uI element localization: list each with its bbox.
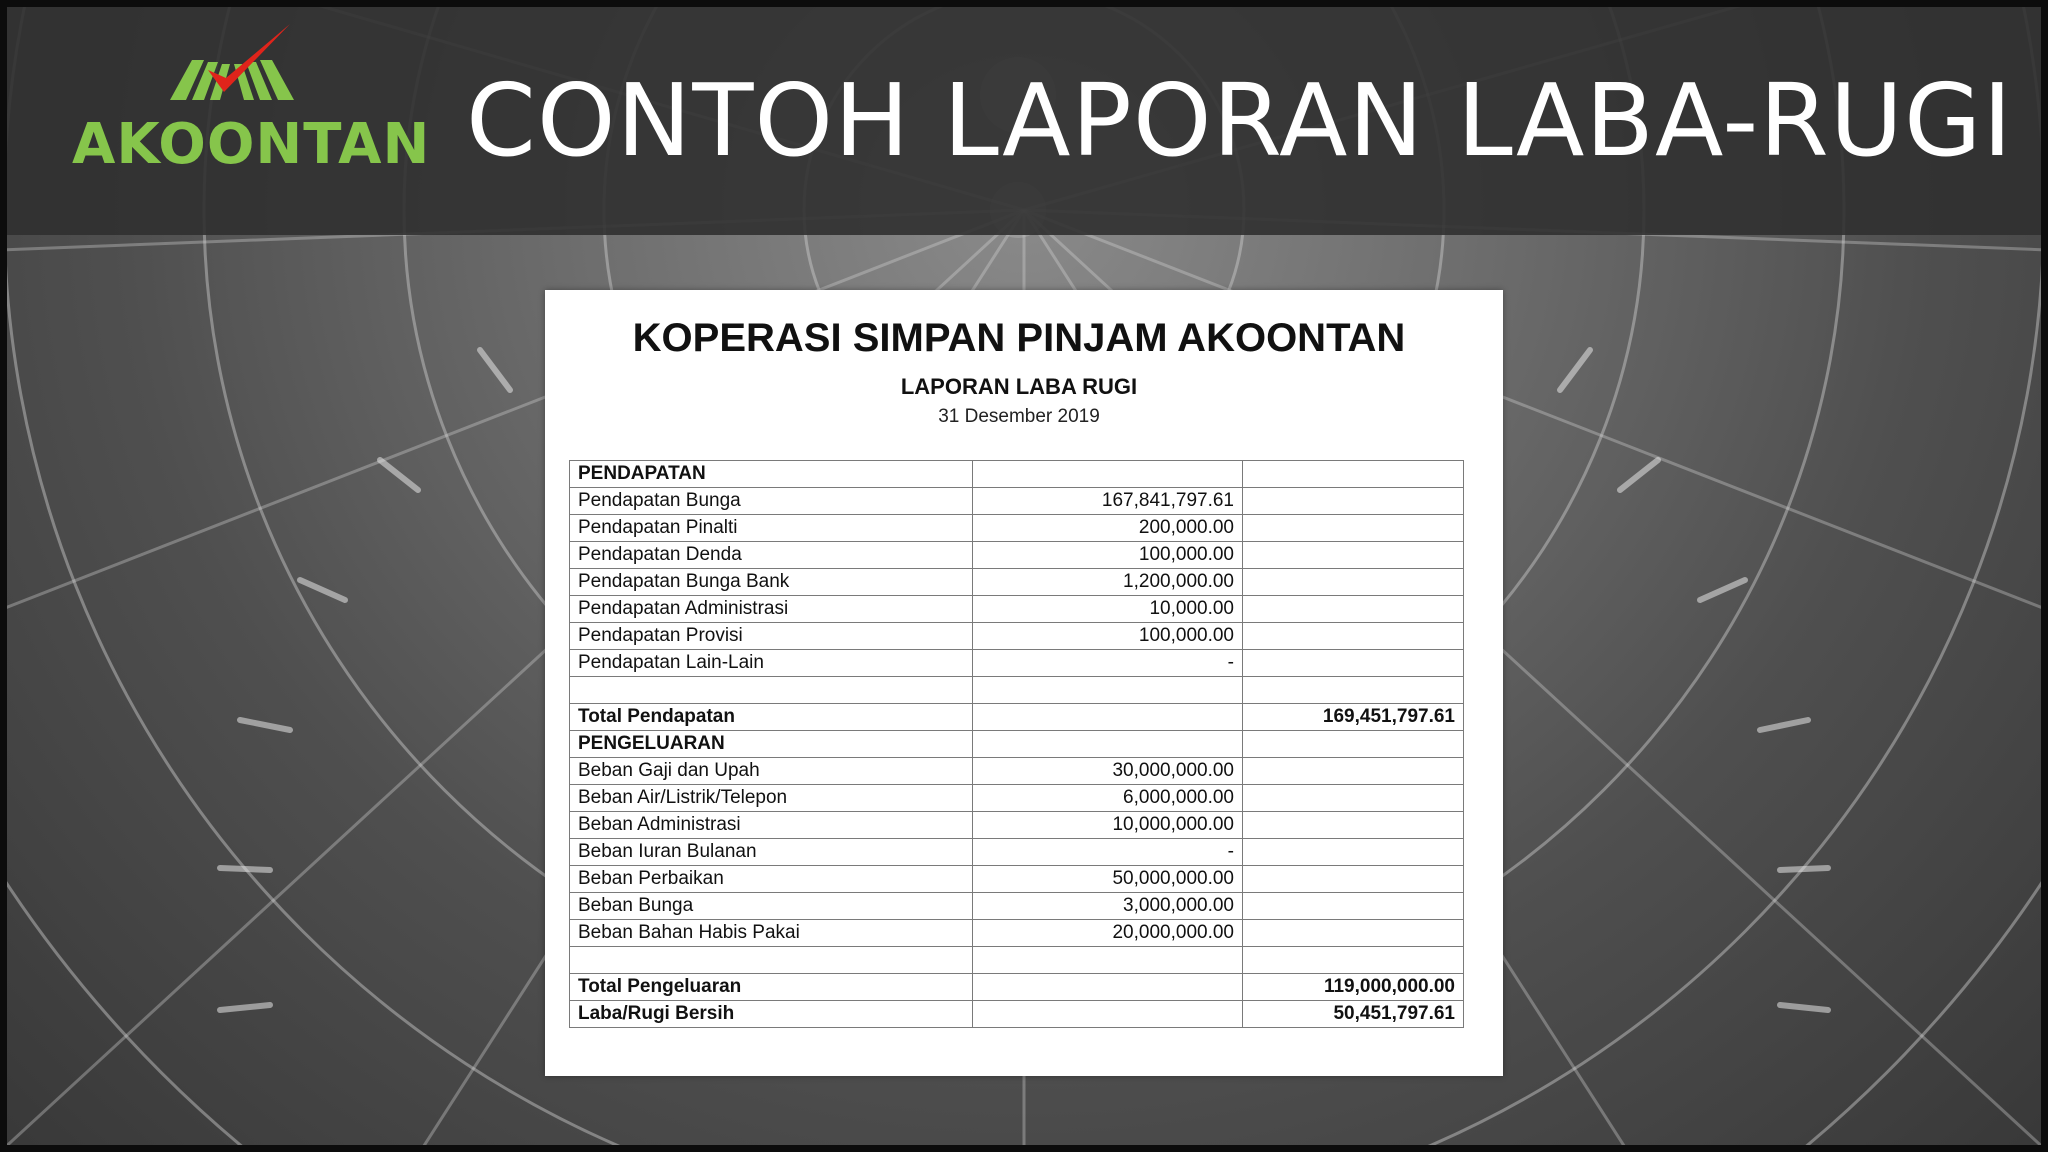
empty-cell [1243,623,1464,650]
row-amount: 20,000,000.00 [973,919,1243,946]
row-label: Pendapatan Bunga [570,488,973,515]
total-row [570,703,1464,730]
report-title: LAPORAN LABA RUGI [900,374,1138,399]
empty-cell [1243,892,1464,919]
row-label: Beban Gaji dan Upah [570,757,973,784]
row-label: Beban Administrasi [570,811,973,838]
report-date: 31 Desember 2019 [938,406,1100,427]
empty-cell [1243,811,1464,838]
row-amount: 100,000.00 [973,542,1243,569]
table-row [570,811,1464,838]
table-row [570,784,1464,811]
empty-cell [1243,865,1464,892]
row-label: Pendapatan Lain-Lain [570,650,973,677]
empty-cell [1243,757,1464,784]
row-amount: 167,841,797.61 [973,488,1243,515]
row-amount: - [973,838,1243,865]
empty-cell [973,973,1243,1000]
empty-cell [973,677,1243,704]
empty-cell [1243,838,1464,865]
section-header-row [570,461,1464,488]
empty-cell [570,946,973,973]
empty-cell [1243,730,1464,757]
table-row [570,488,1464,515]
empty-cell [1243,784,1464,811]
row-amount: 100,000.00 [973,623,1243,650]
revenue-heading: PENDAPATAN [570,461,973,488]
blank-row [570,677,1464,704]
table-row [570,757,1464,784]
row-label: Beban Iuran Bulanan [570,838,973,865]
table-row [570,623,1464,650]
empty-cell [1243,569,1464,596]
slide-title: CONTOH LAPORAN LABA-RUGI [466,62,2013,179]
row-label: Beban Perbaikan [570,865,973,892]
expenses-heading: PENGELUARAN [570,730,973,757]
table-row [570,569,1464,596]
row-amount: 10,000.00 [973,596,1243,623]
net-income-value: 50,451,797.61 [1243,1000,1464,1027]
empty-cell [973,1000,1243,1027]
empty-cell [1243,650,1464,677]
table-row [570,919,1464,946]
akoontan-logo [70,20,431,180]
row-amount: 10,000,000.00 [973,811,1243,838]
row-amount: 3,000,000.00 [973,892,1243,919]
total-expenses-value: 119,000,000.00 [1243,973,1464,1000]
net-income-row [570,1000,1464,1027]
empty-cell [1243,542,1464,569]
empty-cell [1243,596,1464,623]
row-label: Pendapatan Bunga Bank [570,569,973,596]
table-row [570,892,1464,919]
row-label: Pendapatan Pinalti [570,515,973,542]
open-book-checkmark-icon [162,20,302,108]
section-header-row [570,730,1464,757]
brand-name: AKOONTAN [72,112,431,177]
table-row [570,515,1464,542]
row-label: Beban Bunga [570,892,973,919]
empty-cell [1243,677,1464,704]
row-label: Beban Bahan Habis Pakai [570,919,973,946]
company-name: KOPERASI SIMPAN PINJAM AKOONTAN [632,316,1406,360]
row-label: Pendapatan Denda [570,542,973,569]
income-statement-document [545,290,1503,1076]
row-label: Beban Air/Listrik/Telepon [570,784,973,811]
empty-cell [1243,488,1464,515]
empty-cell [973,461,1243,488]
table-row [570,542,1464,569]
row-amount: - [973,650,1243,677]
row-label: Pendapatan Administrasi [570,596,973,623]
empty-cell [973,703,1243,730]
total-row [570,973,1464,1000]
total-revenue-value: 169,451,797.61 [1243,703,1464,730]
table-row [570,596,1464,623]
empty-cell [1243,919,1464,946]
empty-cell [1243,461,1464,488]
table-row [570,838,1464,865]
net-income-label: Laba/Rugi Bersih [570,1000,973,1027]
empty-cell [973,730,1243,757]
row-amount: 6,000,000.00 [973,784,1243,811]
table-row [570,865,1464,892]
table-row [570,650,1464,677]
row-amount: 1,200,000.00 [973,569,1243,596]
blank-row [570,946,1464,973]
row-amount: 30,000,000.00 [973,757,1243,784]
row-label: Pendapatan Provisi [570,623,973,650]
empty-cell [1243,515,1464,542]
row-amount: 50,000,000.00 [973,865,1243,892]
total-revenue-label: Total Pendapatan [570,703,973,730]
empty-cell [1243,946,1464,973]
total-expenses-label: Total Pengeluaran [570,973,973,1000]
empty-cell [973,946,1243,973]
income-statement-table [569,460,1464,1028]
empty-cell [570,677,973,704]
row-amount: 200,000.00 [973,515,1243,542]
